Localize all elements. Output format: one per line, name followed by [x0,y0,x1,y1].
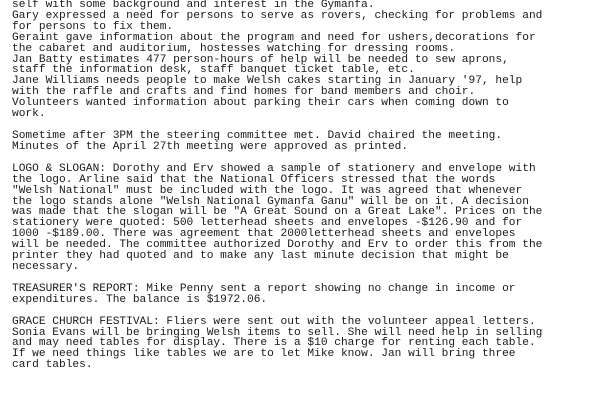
text-line: for persons to fix them. [12,20,174,33]
paragraph-spacer [12,306,600,317]
text-line: the logo stands alone "Welsh National Gymanfa Ganu" will be on it. A decision [12,195,529,208]
text-line: Sonia Evans will be bringing Welsh items to sell. She will need help in selling [12,326,543,339]
text-line: will be needed. The committee authorized Dorothy and Erv to order this from the [12,239,543,252]
text-line: Sometime after 3PM the steering committee met. David chaired the meeting. [12,129,503,142]
text-line: expenditures. The balance is $1972.06. [12,293,268,306]
text-line: the logo. Arline said that the National Officers stressed that the words [12,173,496,186]
text-line: staff the information desk, staff banquet ticket table, etc. [12,64,415,77]
paragraph-logo-slogan [12,164,600,273]
paragraph-steering-committee [12,131,600,153]
text-line: necessary. [12,260,80,273]
text-line: the cabaret and auditorium, hostesses watching for dressing rooms. [12,42,456,55]
text-line: stationery were quoted: 500 letterhead sheets and envelopes -$126.90 and for [12,217,523,230]
text-line: and may need tables for display. There is a $10 charge for renting each table. [12,337,536,350]
text-line: was made that the slogan will be "A Great Sound on a Great Lake". Prices on the [12,206,543,219]
paragraph-grace-church-festival [12,317,600,372]
text-line: If we need things like tables we are to let Mike know. Jan will bring three [12,348,516,361]
text-line: LOGO & SLOGAN: Dorothy and Erv showed a sample of stationery and envelope with [12,162,536,175]
text-line: Geraint gave information about the program and need for ushers,decorations for [12,31,536,44]
paragraph-treasurers-report [12,284,600,306]
text-line: 1000 -$189.00. There was agreement that 2000letterhead sheets and envelopes [12,228,516,241]
text-line: Volunteers wanted information about parking their cars when coming down to [12,97,509,110]
text-line: Jane Williams needs people to make Welsh cakes starting in January '97, help [12,75,523,88]
text-line: self with some background and interest in the Gymanfa. [12,0,375,11]
text-line: "Welsh National" must be included with the logo. It was agreed that whenever [12,184,523,197]
text-line: Gary expressed a need for persons to serve as rovers, checking for problems and [12,9,543,22]
paragraph-volunteer-needs [12,0,600,120]
text-line: GRACE CHURCH FESTIVAL: Fliers were sent out with the volunteer appeal letters. [12,315,536,328]
text-line: printer they had quoted and to make any last minute decision that might be [12,250,509,263]
text-line: Minutes of the April 27th meeting were approved as printed. [12,140,409,153]
text-line: Jan Batty estimates 477 person-hours of help will be needed to sew aprons, [12,53,509,66]
text-line: with the raffle and crafts and find homes for band members and choir. [12,86,476,99]
text-line: work. [12,108,46,121]
text-line: card tables. [12,359,93,372]
text-line: TREASURER'S REPORT: Mike Penny sent a report showing no change in income or [12,282,516,295]
